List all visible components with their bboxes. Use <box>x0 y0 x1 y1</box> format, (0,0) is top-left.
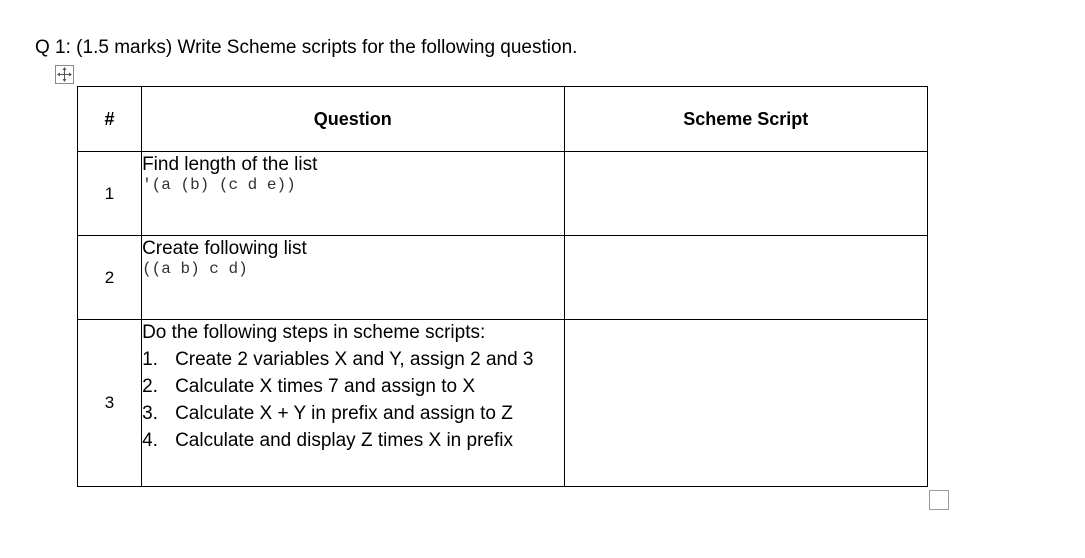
list-item <box>142 427 563 454</box>
steps-list <box>142 346 563 454</box>
list-item <box>142 373 563 400</box>
step-number: 4. <box>142 430 158 451</box>
step-number: 3. <box>142 403 158 424</box>
question-code: '(a (b) (c d e)) <box>142 176 296 194</box>
row-number: 3 <box>78 320 142 487</box>
list-item <box>142 400 563 427</box>
step-text: Calculate X times 7 and assign to X <box>175 376 475 397</box>
header-scheme-script: Scheme Script <box>564 87 927 152</box>
questions-table <box>77 86 928 487</box>
step-text: Calculate X + Y in prefix and assign to Z <box>175 403 513 424</box>
step-text: Calculate and display Z times X in prefix <box>175 430 513 451</box>
step-text: Create 2 variables X and Y, assign 2 and 3 <box>175 349 534 370</box>
question-cell[interactable] <box>142 152 564 236</box>
table-header-row <box>78 87 928 152</box>
scheme-script-cell[interactable] <box>564 152 927 236</box>
table-resize-handle[interactable] <box>929 490 949 510</box>
scheme-script-cell[interactable] <box>564 320 927 487</box>
table-row <box>78 236 928 320</box>
step-number: 2. <box>142 376 158 397</box>
question-heading: Q 1: (1.5 marks) Write Scheme scripts for the following question. <box>35 37 578 58</box>
question-text: Create following list <box>142 238 307 259</box>
question-cell[interactable] <box>142 320 564 487</box>
step-number: 1. <box>142 349 158 370</box>
scheme-script-cell[interactable] <box>564 236 927 320</box>
row-number: 1 <box>78 152 142 236</box>
question-code: ((a b) c d) <box>142 260 248 278</box>
table-row <box>78 152 928 236</box>
header-number: # <box>78 87 142 152</box>
header-question: Question <box>142 87 564 152</box>
question-text: Find length of the list <box>142 154 318 175</box>
list-item <box>142 346 563 373</box>
row-number: 2 <box>78 236 142 320</box>
question-cell[interactable] <box>142 236 564 320</box>
table-row <box>78 320 928 487</box>
table-move-handle-icon[interactable] <box>55 65 74 84</box>
question-text: Do the following steps in scheme scripts: <box>142 322 486 343</box>
